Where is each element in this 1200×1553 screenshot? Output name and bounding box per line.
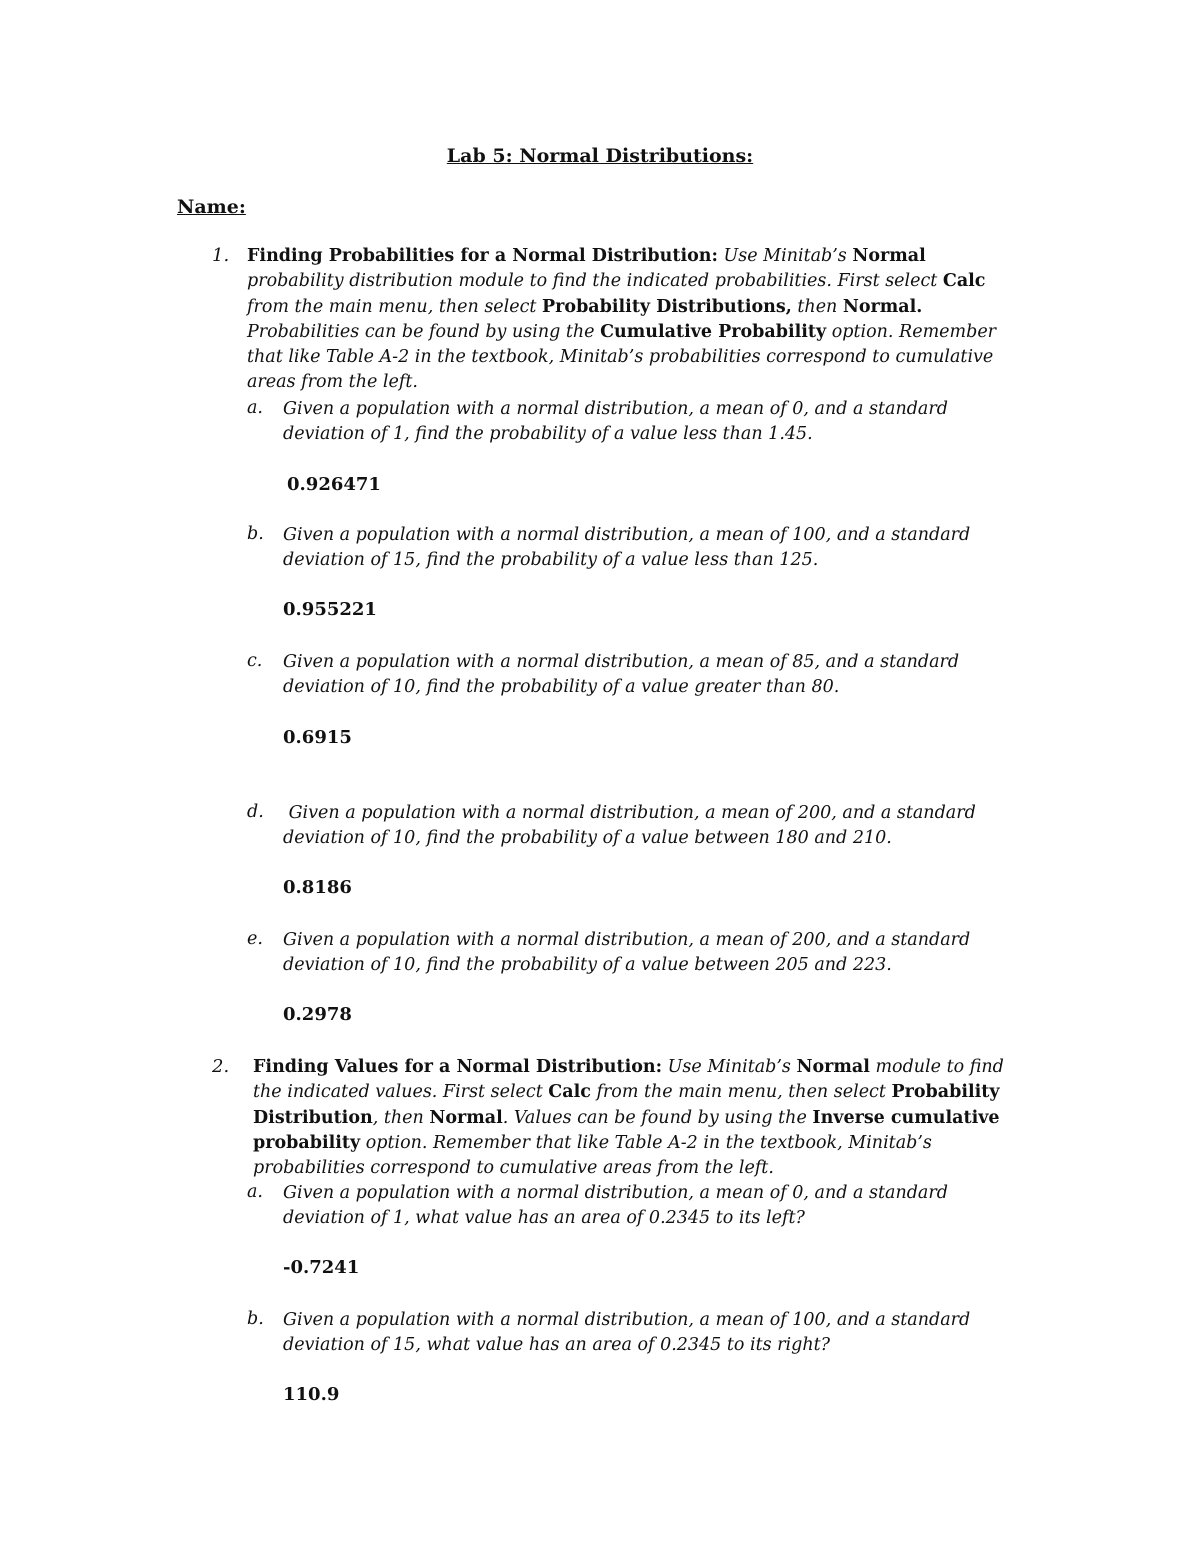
q1-part-c-text: Given a population with a normal distribution, a mean of 85, and a standard deviation of 10, find the probability of a value greater than 80. bbox=[283, 652, 960, 698]
name-label: Name: bbox=[177, 196, 246, 218]
q1-part-b-answer: 0.955221 bbox=[283, 599, 377, 620]
q1-part-e-letter: e. bbox=[247, 929, 263, 949]
q2-part-a-answer: -0.7241 bbox=[283, 1257, 360, 1278]
question-1-instructions: Finding Probabilities for a Normal Distribution: Use Minitab’s Normal probability distribution module to find the indicated probabilities. First select Calc from the main menu, then select Probability Distributions, then Normal. Probabilities can be found by using the Cumulative Probability option. Remember that like Table A-2 in the textbook, Minitab’s probabilities correspond to cumulative areas from the left. bbox=[247, 246, 997, 393]
q1-part-e-answer: 0.2978 bbox=[283, 1004, 352, 1025]
q1-part-b-text: Given a population with a normal distribution, a mean of 100, and a standard deviation of 15, find the probability of a value less than 125. bbox=[283, 525, 971, 571]
q1-part-a-answer: 0.926471 bbox=[287, 474, 381, 495]
q1-part-d-text: Given a population with a normal distribution, a mean of 200, and a standard deviation of 10, find the probability of a value between 180 and 210. bbox=[283, 803, 982, 849]
q2-part-b-answer: 110.9 bbox=[283, 1384, 340, 1405]
q1-part-a-letter: a. bbox=[247, 398, 263, 418]
question-2-instructions-first: Finding Values for a Normal Distribution: Use Minitab’s Normal module to find the indicated values. First select Calc from the main menu, then select Probability Distribution, then Normal. Values can be found by using the Inverse cumulative probability option. Remember that like Table A-2 in the textbook, Minitab’s probabilities correspond to cumulative areas from the left. bbox=[253, 1057, 1004, 1179]
q1-part-c-letter: c. bbox=[247, 651, 263, 671]
q1-part-c-answer: 0.6915 bbox=[283, 727, 352, 748]
q1-part-e-text: Given a population with a normal distribution, a mean of 200, and a standard deviation of 10, find the probability of a value between 205 and 223. bbox=[283, 930, 971, 976]
q1-part-b-letter: b. bbox=[247, 524, 264, 544]
question-1-number: 1. bbox=[212, 245, 230, 266]
q2-part-b-text: Given a population with a normal distribution, a mean of 100, and a standard deviation of 15, what value has an area of 0.2345 to its right? bbox=[283, 1310, 971, 1356]
q1-part-d-answer: 0.8186 bbox=[283, 877, 352, 898]
question-2-heading: Finding Values for a Normal Distribution: bbox=[253, 1057, 663, 1077]
q1-part-d-letter: d. bbox=[247, 802, 264, 822]
q1-part-a-text: Given a population with a normal distribution, a mean of 0, and a standard deviation of 1, find the probability of a value less than 1.45. bbox=[283, 399, 948, 445]
q2-part-b-letter: b. bbox=[247, 1309, 264, 1329]
q2-part-a-text: Given a population with a normal distribution, a mean of 0, and a standard deviation of 1, what value has an area of 0.2345 to its left? bbox=[283, 1183, 948, 1229]
question-1-heading: Finding Probabilities for a Normal Distribution: bbox=[247, 246, 718, 266]
q2-part-a-letter: a. bbox=[247, 1182, 263, 1202]
page-title: Lab 5: Normal Distributions: bbox=[446, 145, 754, 167]
question-2-number: 2. bbox=[212, 1056, 230, 1077]
